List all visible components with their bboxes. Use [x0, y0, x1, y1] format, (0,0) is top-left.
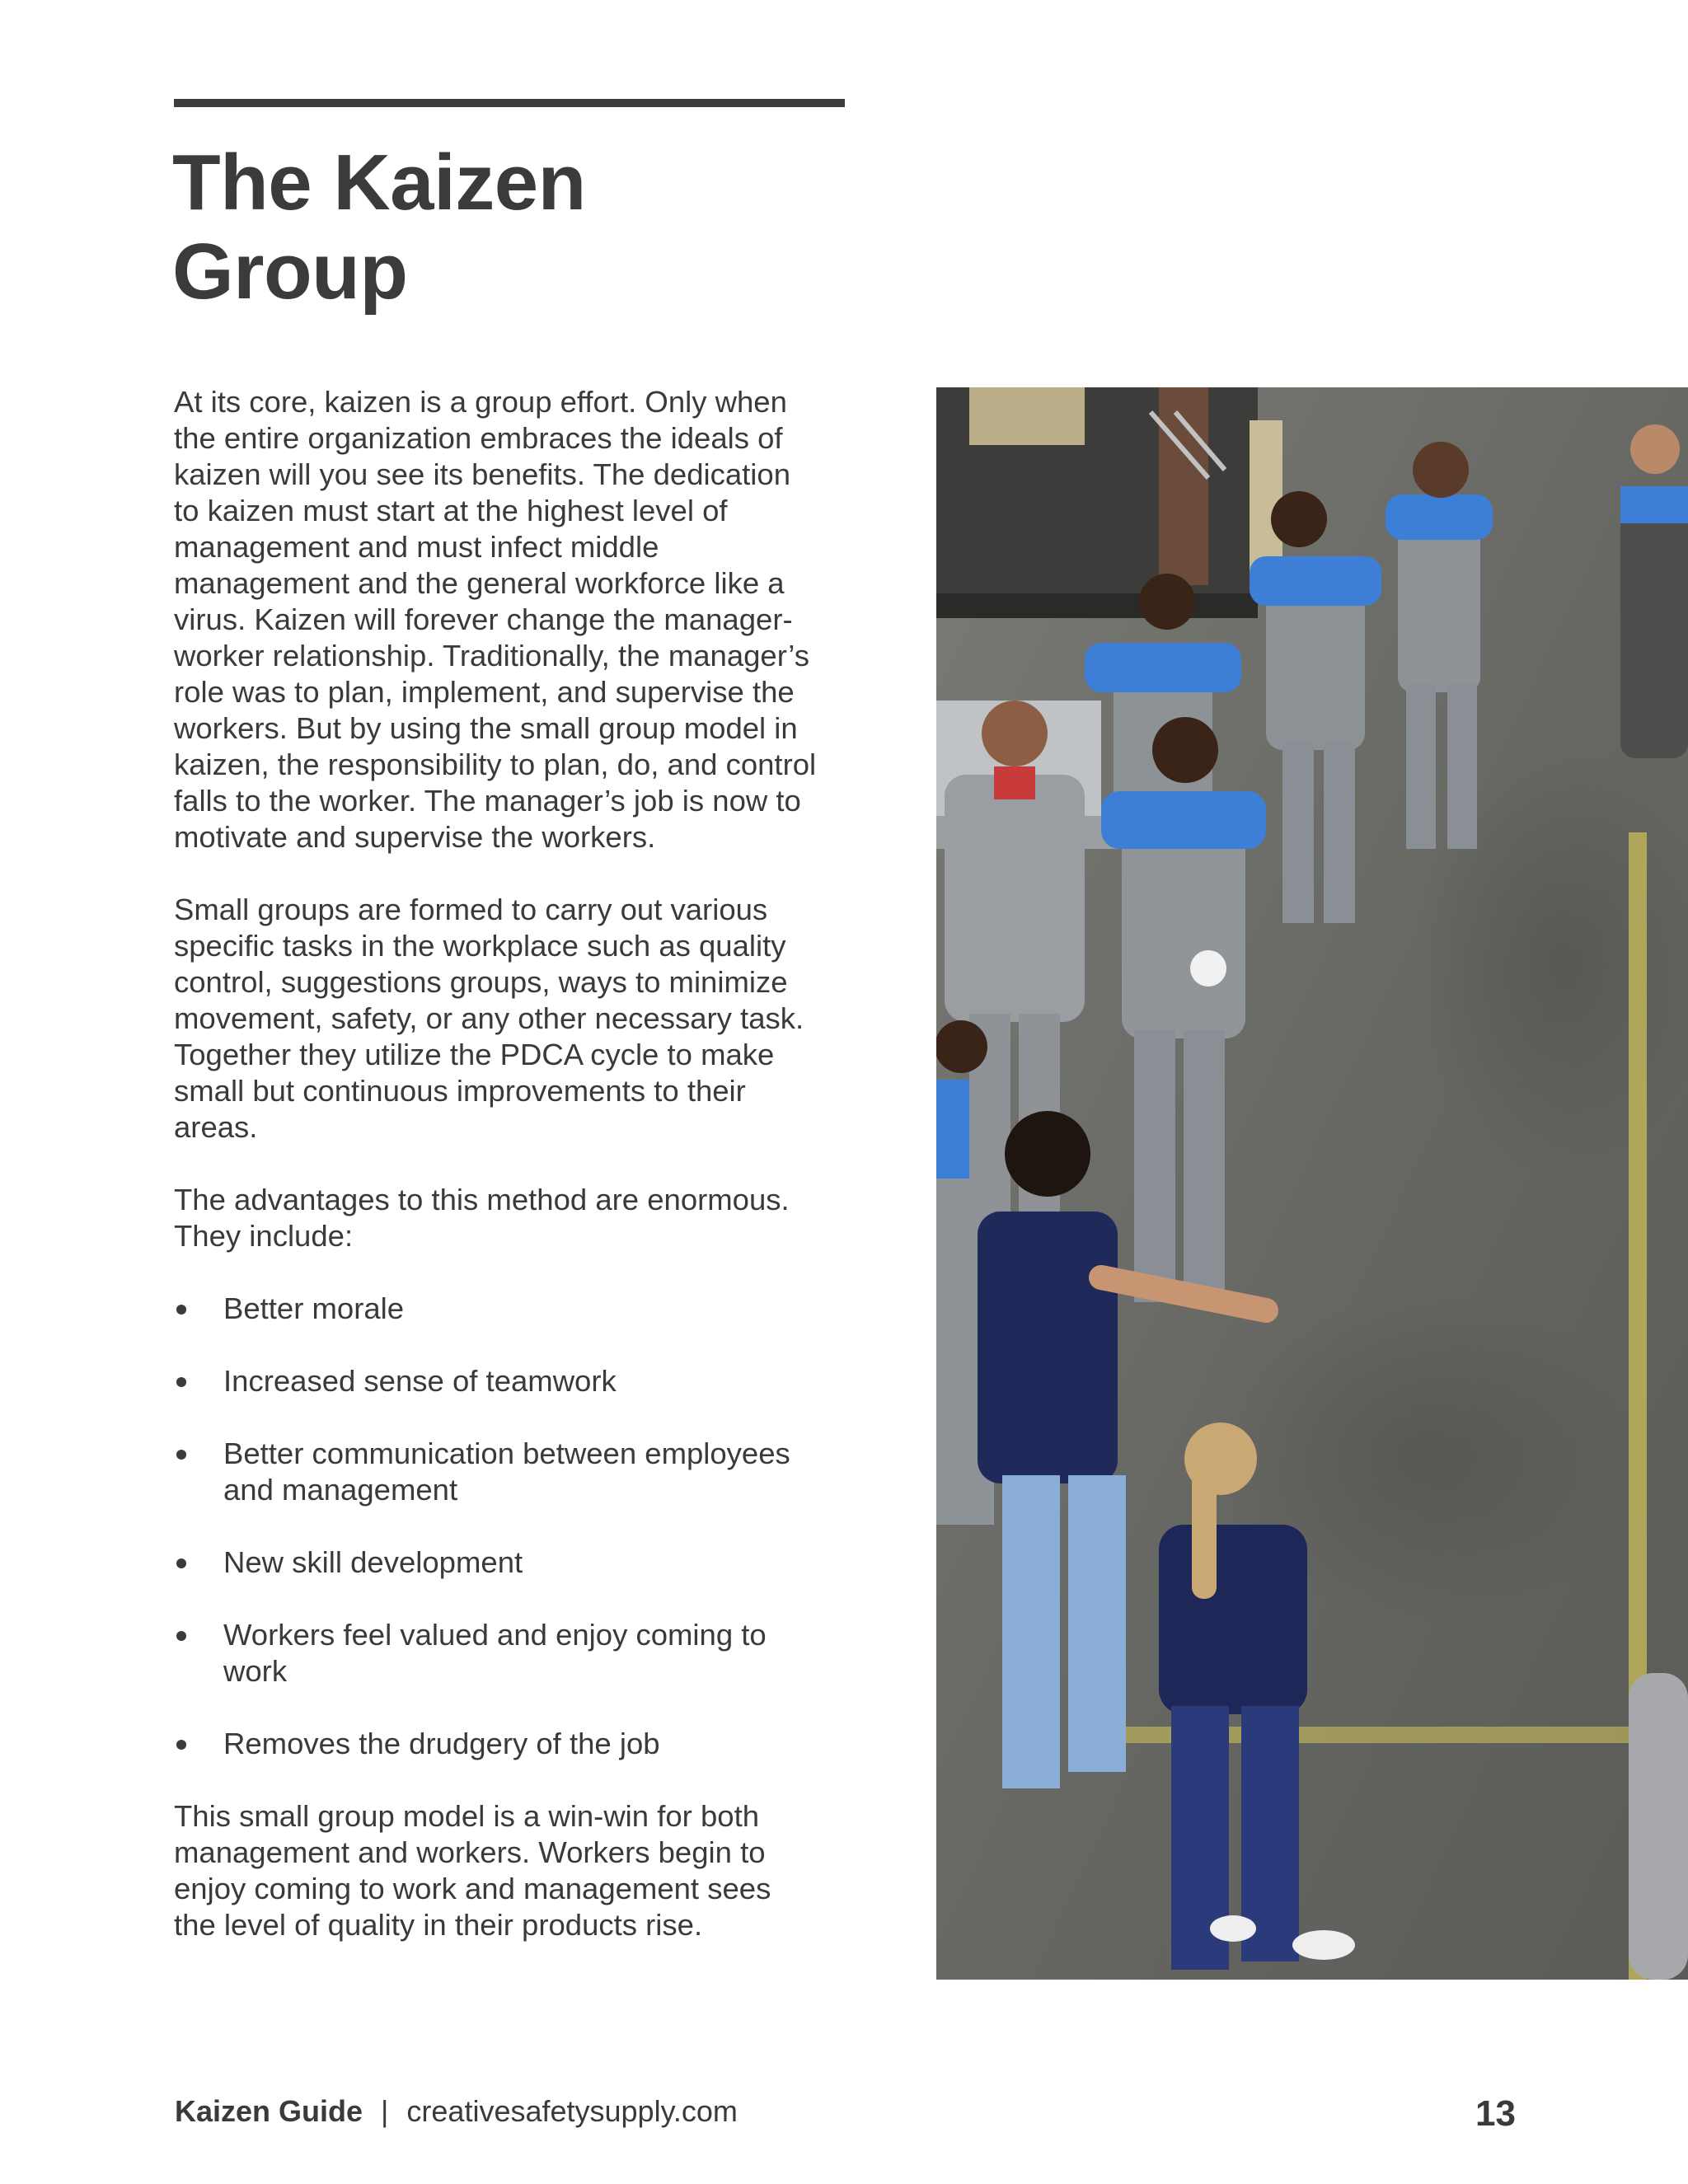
body-text-column [174, 384, 817, 1980]
page-title [172, 138, 586, 316]
paragraph-advantages-lead: The advantages to this method are enormous. They include: [174, 1183, 790, 1253]
list-item: Better communication between employees and management [174, 1436, 817, 1508]
page-number: 13 [1475, 2093, 1516, 2134]
page-title-line-1: The Kaizen [172, 138, 586, 227]
footer-separator: | [381, 2094, 389, 2128]
list-item: New skill development [174, 1544, 817, 1581]
footer-guide-title: Kaizen Guide [175, 2094, 363, 2128]
list-item: Increased sense of teamwork [174, 1363, 817, 1399]
advantages-list [174, 1291, 817, 1762]
factory-workers-group-photo [936, 387, 1688, 1980]
footer-website: creativesafetysupply.com [406, 2094, 738, 2128]
paragraph-conclusion: This small group model is a win-win for both management and workers. Workers begin to enjoy coming to work and management sees the level of quality in their products rise. [174, 1799, 771, 1942]
list-item: Removes the drudgery of the job [174, 1726, 817, 1762]
title-rule [174, 99, 845, 107]
paragraph-intro: At its core, kaizen is a group effort. Only when the entire organization embraces the ideals of kaizen will you see its benefits. The dedication to kaizen must start at the highest level of management and must infect middle management and the general workforce like a virus. Kaizen will forever change the manager-worker relationship. Traditionally, the manager’s role was to plan, implement, and supervise the workers. But by using the small group model in kaizen, the responsibility to plan, do, and control falls to the worker. The manager’s job is now to motivate and supervise the workers. [174, 385, 817, 854]
page-footer [175, 2093, 738, 2130]
list-item: Workers feel valued and enjoy coming to work [174, 1617, 817, 1690]
list-item: Better morale [174, 1291, 817, 1327]
page-title-line-2: Group [172, 227, 408, 316]
paragraph-small-groups: Small groups are formed to carry out various specific tasks in the workplace such as quality control, suggestions groups, ways to minimize movement, safety, or any other necessary task. Together they utilize the PDCA cycle to make small but continuous improvements to their areas. [174, 893, 804, 1144]
